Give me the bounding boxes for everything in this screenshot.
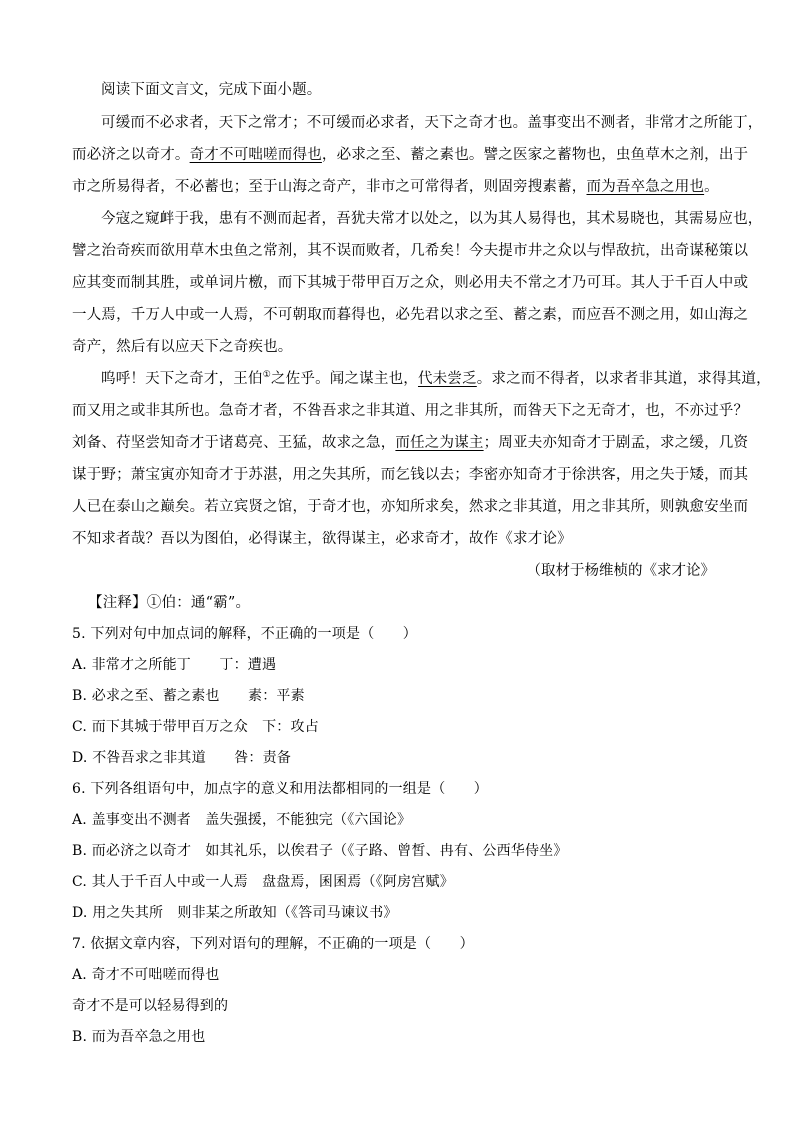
question-6-option-d: D. 用之失其所 则非某之所敢知（《答司马谏议书》 xyxy=(72,905,398,921)
question-6-option-b: B. 而必济之以奇才 如其礼乐，以俟君子（《子路、曾皙、冉有、公西华侍坐》 xyxy=(72,843,568,859)
question-5-option-b: B. 必求之至、蓄之素也 素：平素 xyxy=(72,688,305,704)
underlined-phrase: 奇才不可咄嗟而得也 xyxy=(189,147,322,163)
question-5-option-a: A. 非常才之所能丁 丁：遭遇 xyxy=(72,657,277,673)
passage-p3-line-3 xyxy=(72,433,748,453)
passage-p1-line-3 xyxy=(72,177,719,197)
passage-p1-line-2 xyxy=(72,145,748,165)
question-5-option-d: D. 不咎吾求之非其道 咎：责备 xyxy=(72,750,292,766)
text-span: 。 xyxy=(704,179,719,195)
passage-p2-line-3: 应其变而制其胜，或单词片檄，而下其城于带甲百万之众，则必用夫不常之才乃可耳。其人于千百人中或 xyxy=(72,275,749,291)
passage-p2-line-5: 奇产，然后有以应天下之奇疾也。 xyxy=(72,339,293,355)
passage-p1-line-1: 可缓而不必求者，天下之常才；不可缓而必求者，天下之奇才也。盖事变出不测者，非常才之所能丁， xyxy=(101,115,763,131)
text-span: 呜呼！天下之奇才，王伯 xyxy=(101,371,263,387)
question-7-option-a-explanation: 奇才不是可以轻易得到的 xyxy=(72,998,229,1014)
text-span: 。求之而不得者，以求者非其道，求得其道， xyxy=(476,371,771,387)
text-span: ，必求之至、蓄之素也。譬之医家之蓄物也，虫鱼草木之剂，出于 xyxy=(321,147,749,163)
passage-p3-line-1 xyxy=(101,369,771,389)
passage-p2-line-1: 今寇之窥衅于我，患有不测而起者，吾犹夫常才以处之，以为其人易得也，其术易晓也，其需易应也， xyxy=(101,211,763,227)
passage-p2-line-4: 一人焉，千万人中或一人焉，不可朝取而暮得也，必先君以求之至、蓄之素，而应吾不测之用，如山海之 xyxy=(72,307,749,323)
source-citation: （取材于杨维桢的《求才论》 xyxy=(526,563,715,579)
question-7-stem: 7. 依据文章内容，下列对语句的理解，不正确的一项是（ ） xyxy=(72,936,474,952)
passage-p2-line-2: 譬之治奇疾而欲用草木虫鱼之常剂，其不误而败者，几希矣！今夫提市井之众以与悍敌抗，出奇谋秘策以 xyxy=(72,243,749,259)
question-7-option-b: B. 而为吾卒急之用也 xyxy=(72,1029,206,1045)
question-7-option-a: A. 奇才不可咄嗟而得也 xyxy=(72,967,220,983)
passage-p3-line-2: 而又用之或非其所也。急奇才者，不咎吾求之非其道、用之非其所，而咎天下之无奇才，也，不亦过乎？ xyxy=(72,403,749,419)
text-span: 之佐乎。闻之谋主也， xyxy=(270,371,418,387)
question-6-stem: 6. 下列各组语句中，加点字的意义和用法都相同的一组是（ ） xyxy=(72,781,489,797)
question-5-option-c: C. 而下其城于带甲百万之众 下：攻占 xyxy=(72,719,319,735)
footnote-marker: ① xyxy=(262,370,271,381)
question-6-option-a: A. 盖事变出不测者 盖失强援，不能独完（《六国论》 xyxy=(72,812,412,828)
underlined-phrase: 代未尝乏 xyxy=(417,371,477,387)
text-span: 市之所易得者，不必蓄也；至于山海之奇产，非市之可常得者，则固旁搜素蓄， xyxy=(72,179,587,195)
underlined-phrase: 而任之为谋主 xyxy=(395,435,484,451)
question-6-option-c: C. 其人于千百人中或一人焉 盘盘焉，囷囷焉（《阿房宫赋》 xyxy=(72,874,454,890)
intro-line: 阅读下面文言文，完成下面小题。 xyxy=(101,82,322,98)
question-5-stem: 5. 下列对句中加点词的解释，不正确的一项是（ ） xyxy=(72,626,418,642)
passage-p3-line-4: 谋于野；萧宝寅亦知奇才于苏湛，用之失其所，而乞钱以去；李密亦知奇才于徐洪客，用之失于矮，而其 xyxy=(72,467,749,483)
text-span: 刘备、苻坚尝知奇才于诸葛亮、王猛，故求之急， xyxy=(72,435,396,451)
passage-p3-line-5: 人已在泰山之巅矣。若立宾贤之馆，于奇才也，亦知所求矣，然求之非其道，用之非其所，则孰愈安坐而 xyxy=(72,499,749,515)
annotation-note: 【注释】①伯：通“霸”。 xyxy=(88,595,251,611)
text-span: ；周亚夫亦知奇才于剧孟，求之缓，几资 xyxy=(483,435,749,451)
passage-p3-line-6: 不知求者哉？吾以为图伯，必得谋主，欲得谋主，必求奇才，故作《求才论》 xyxy=(72,531,572,547)
underlined-phrase: 而为吾卒急之用也 xyxy=(586,179,705,195)
text-span: 而必济之以奇才。 xyxy=(72,147,190,163)
